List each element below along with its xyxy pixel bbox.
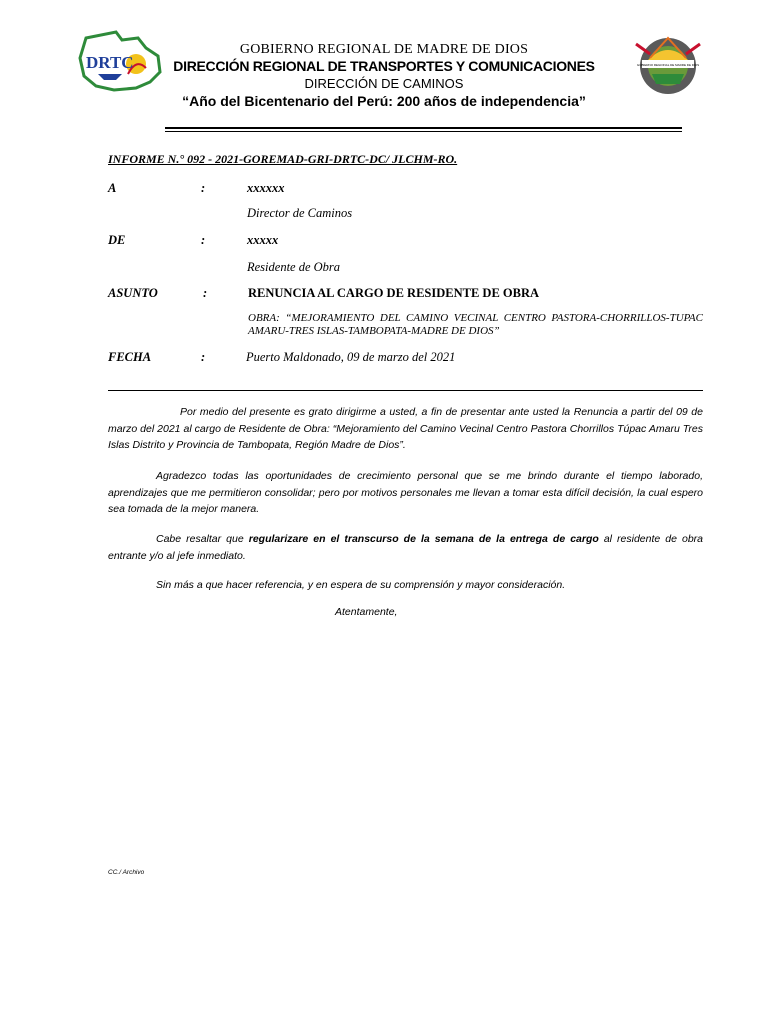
right-logo-text: GOBIERNO REGIONAL DE MADRE DE DIOS — [636, 63, 700, 67]
field-de-colon: : — [201, 233, 206, 247]
body-paragraph-3-pre: Cabe resaltar que — [156, 533, 249, 545]
body-paragraph-4: Sin más a que hacer referencia, y en espera de su comprensión y mayor consideración. — [156, 579, 566, 591]
field-asunto-label: ASUNTO — [108, 286, 158, 300]
field-a-label: A — [108, 181, 117, 195]
body-divider — [108, 390, 703, 391]
header-direccion-regional: DIRECCIÓN REGIONAL DE TRANSPORTES Y COMUNICACIONES — [173, 58, 595, 74]
field-asunto-value: RENUNCIA AL CARGO DE RESIDENTE DE OBRA — [248, 286, 540, 300]
field-asunto-colon: : — [203, 286, 208, 300]
field-obra-text: OBRA: “MEJORAMIENTO DEL CAMINO VECINAL CENTRO PASTORA-CHORRILLOS-TUPAC AMARU-TRES ISLAS-TAMBOPATA-MADRE DE DIOS” — [248, 312, 703, 337]
body-paragraph-2: Agradezco todas las oportunidades de crecimiento personal que se me brindo durante el tiempo laborado, aprendizajes que me permitieron consolidar; pero por motivos personales me llevan a tomar esta difícil decisión, la cual espero sea tomada de la mejor manera. — [108, 470, 703, 515]
header-divider — [165, 127, 682, 129]
field-de-label: DE — [108, 233, 126, 247]
field-fecha-colon: : — [201, 350, 206, 364]
header-divider-thin — [165, 131, 682, 132]
field-de-value: xxxxx — [247, 233, 279, 247]
body-paragraph-3-bold: regularizare en el transcurso de la semana de la entrega de cargo — [248, 533, 599, 545]
header-direccion-caminos: DIRECCIÓN DE CAMINOS — [304, 76, 464, 91]
informe-number: INFORME N.° 092 - 2021-GOREMAD-GRI-DRTC-DC/ JLCHM-RO. — [108, 152, 458, 166]
header-gobierno-regional: GOBIERNO REGIONAL DE MADRE DE DIOS — [239, 42, 529, 57]
field-a-role: Director de Caminos — [247, 206, 353, 220]
body-paragraph-3 — [108, 531, 703, 564]
body-paragraph-3-post: al residente de obra entrante y/o al jefe inmediato. — [108, 533, 704, 562]
drtc-logo-text: DRTC — [86, 53, 134, 72]
body-paragraph-1: Por medio del presente es grato dirigirme a usted, a fin de presentar ante usted la Renuncia a partir del 09 de marzo del 2021 al cargo de Residente de Obra: “Mejoramiento del Camino Vecinal Centro Pastora Chorrillos Túpac Amaru Tres Islas Distrito y Provincia de Tambopata, Región Madre de Dios”. — [108, 406, 703, 451]
closing-text: Atentamente, — [335, 606, 398, 618]
field-fecha-label: FECHA — [108, 350, 152, 364]
field-de-role: Residente de Obra — [247, 260, 341, 274]
field-a-value: xxxxxx — [247, 181, 285, 195]
field-fecha-value: Puerto Maldonado, 09 de marzo del 2021 — [246, 350, 456, 364]
cc-archivo: CC./ Archivo — [108, 869, 145, 876]
header-year-motto: “Año del Bicentenario del Perú: 200 años de independencia” — [182, 93, 586, 109]
field-a-colon: : — [201, 181, 206, 195]
